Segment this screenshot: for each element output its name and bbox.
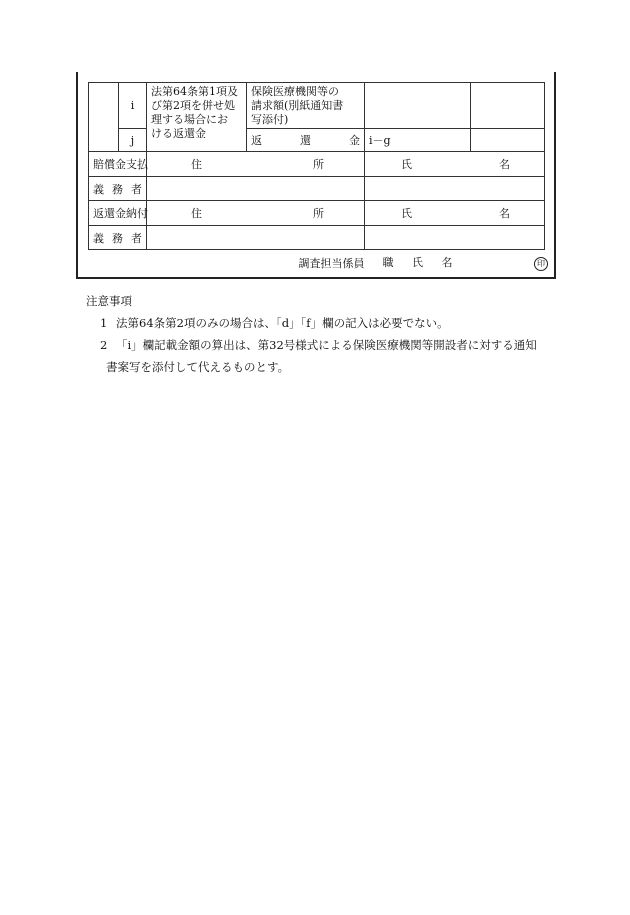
returner-label-line-1 bbox=[89, 201, 147, 226]
returner-address-header bbox=[147, 201, 365, 226]
payer-address-field[interactable] bbox=[147, 177, 365, 201]
char: 返 bbox=[251, 134, 262, 147]
char: 務 bbox=[112, 182, 123, 196]
item-line-2: 請求額(別紙通知書 bbox=[251, 99, 344, 112]
payer-address-header bbox=[147, 152, 365, 177]
char: 金 bbox=[115, 207, 126, 220]
char: 義 bbox=[93, 231, 104, 245]
char: 還 bbox=[300, 134, 311, 147]
payer-label-line-2 bbox=[89, 177, 147, 201]
char: 名 bbox=[499, 207, 510, 220]
char: 所 bbox=[313, 158, 324, 171]
payer-name-header bbox=[365, 152, 545, 177]
char: 氏 bbox=[401, 158, 412, 171]
signature-label: 調査担当係員 bbox=[298, 256, 365, 270]
char: 賠 bbox=[93, 158, 104, 171]
char: 者 bbox=[131, 182, 142, 196]
char: 名 bbox=[441, 256, 453, 270]
char: 金 bbox=[115, 158, 126, 171]
char: 住 bbox=[191, 207, 202, 220]
char: 職 bbox=[382, 256, 394, 270]
returner-name-field[interactable] bbox=[365, 226, 545, 250]
note-item: 2 「i」欄記載金額の算出は、第32号様式による保険医療機関等開設者に対する通知 bbox=[100, 338, 537, 352]
char: 住 bbox=[191, 158, 202, 171]
char: 返 bbox=[93, 207, 104, 220]
char: 付 bbox=[137, 207, 148, 220]
form-table bbox=[88, 82, 545, 276]
row-i-item bbox=[247, 83, 365, 129]
payer-row-2 bbox=[89, 177, 545, 201]
returner-name-header bbox=[365, 201, 545, 226]
desc-line-4: ける返還金 bbox=[151, 127, 206, 140]
row-j-index: j bbox=[119, 129, 147, 152]
char: 名 bbox=[499, 158, 510, 171]
returner-row-1 bbox=[89, 201, 545, 226]
signature-name-area[interactable] bbox=[365, 250, 545, 276]
char: 納 bbox=[126, 207, 137, 220]
char: 払 bbox=[137, 158, 148, 171]
payer-name-field[interactable] bbox=[365, 177, 545, 201]
note-continuation: 書案写を添付して代えるものとす。 bbox=[106, 360, 290, 374]
seal-icon: 印 bbox=[534, 257, 548, 271]
row-group-spacer bbox=[89, 83, 119, 152]
returner-address-field[interactable] bbox=[147, 226, 365, 250]
char: 氏 bbox=[401, 207, 412, 220]
signature-row bbox=[89, 250, 545, 276]
char: 所 bbox=[313, 207, 324, 220]
notes-section bbox=[86, 290, 556, 378]
char: 義 bbox=[93, 182, 104, 196]
row-i-amount-field[interactable] bbox=[365, 83, 471, 129]
note-item: 1 法第64条第2項のみの場合は、「d」「f」欄の記入は必要でない。 bbox=[100, 316, 449, 330]
desc-line-2: び第2項を併せ処 bbox=[151, 99, 235, 112]
item-line-1: 保険医療機関等の bbox=[251, 85, 339, 98]
char: 者 bbox=[131, 231, 142, 245]
char: 金 bbox=[349, 134, 360, 147]
notes-heading: 注意事項 bbox=[86, 294, 132, 308]
char: 支 bbox=[126, 158, 137, 171]
row-i bbox=[89, 83, 545, 129]
returner-row-2 bbox=[89, 226, 545, 250]
char: 償 bbox=[104, 158, 115, 171]
row-i-index: i bbox=[119, 83, 147, 129]
row-i-description bbox=[147, 83, 247, 152]
char: 氏 bbox=[412, 256, 423, 270]
desc-line-3: 理する場合にお bbox=[151, 113, 228, 126]
row-j-item bbox=[247, 129, 365, 152]
payer-label-line-1 bbox=[89, 152, 147, 177]
row-j-formula: i－g bbox=[365, 129, 471, 152]
char: 還 bbox=[104, 207, 115, 220]
char: 務 bbox=[112, 231, 123, 245]
row-i-remarks-field[interactable] bbox=[471, 83, 545, 129]
payer-row-1 bbox=[89, 152, 545, 177]
item-line-3: 写添付) bbox=[251, 113, 289, 126]
desc-line-1: 法第64条第1項及 bbox=[151, 85, 238, 98]
returner-label-line-2 bbox=[89, 226, 147, 250]
row-j-remarks-field[interactable] bbox=[471, 129, 545, 152]
